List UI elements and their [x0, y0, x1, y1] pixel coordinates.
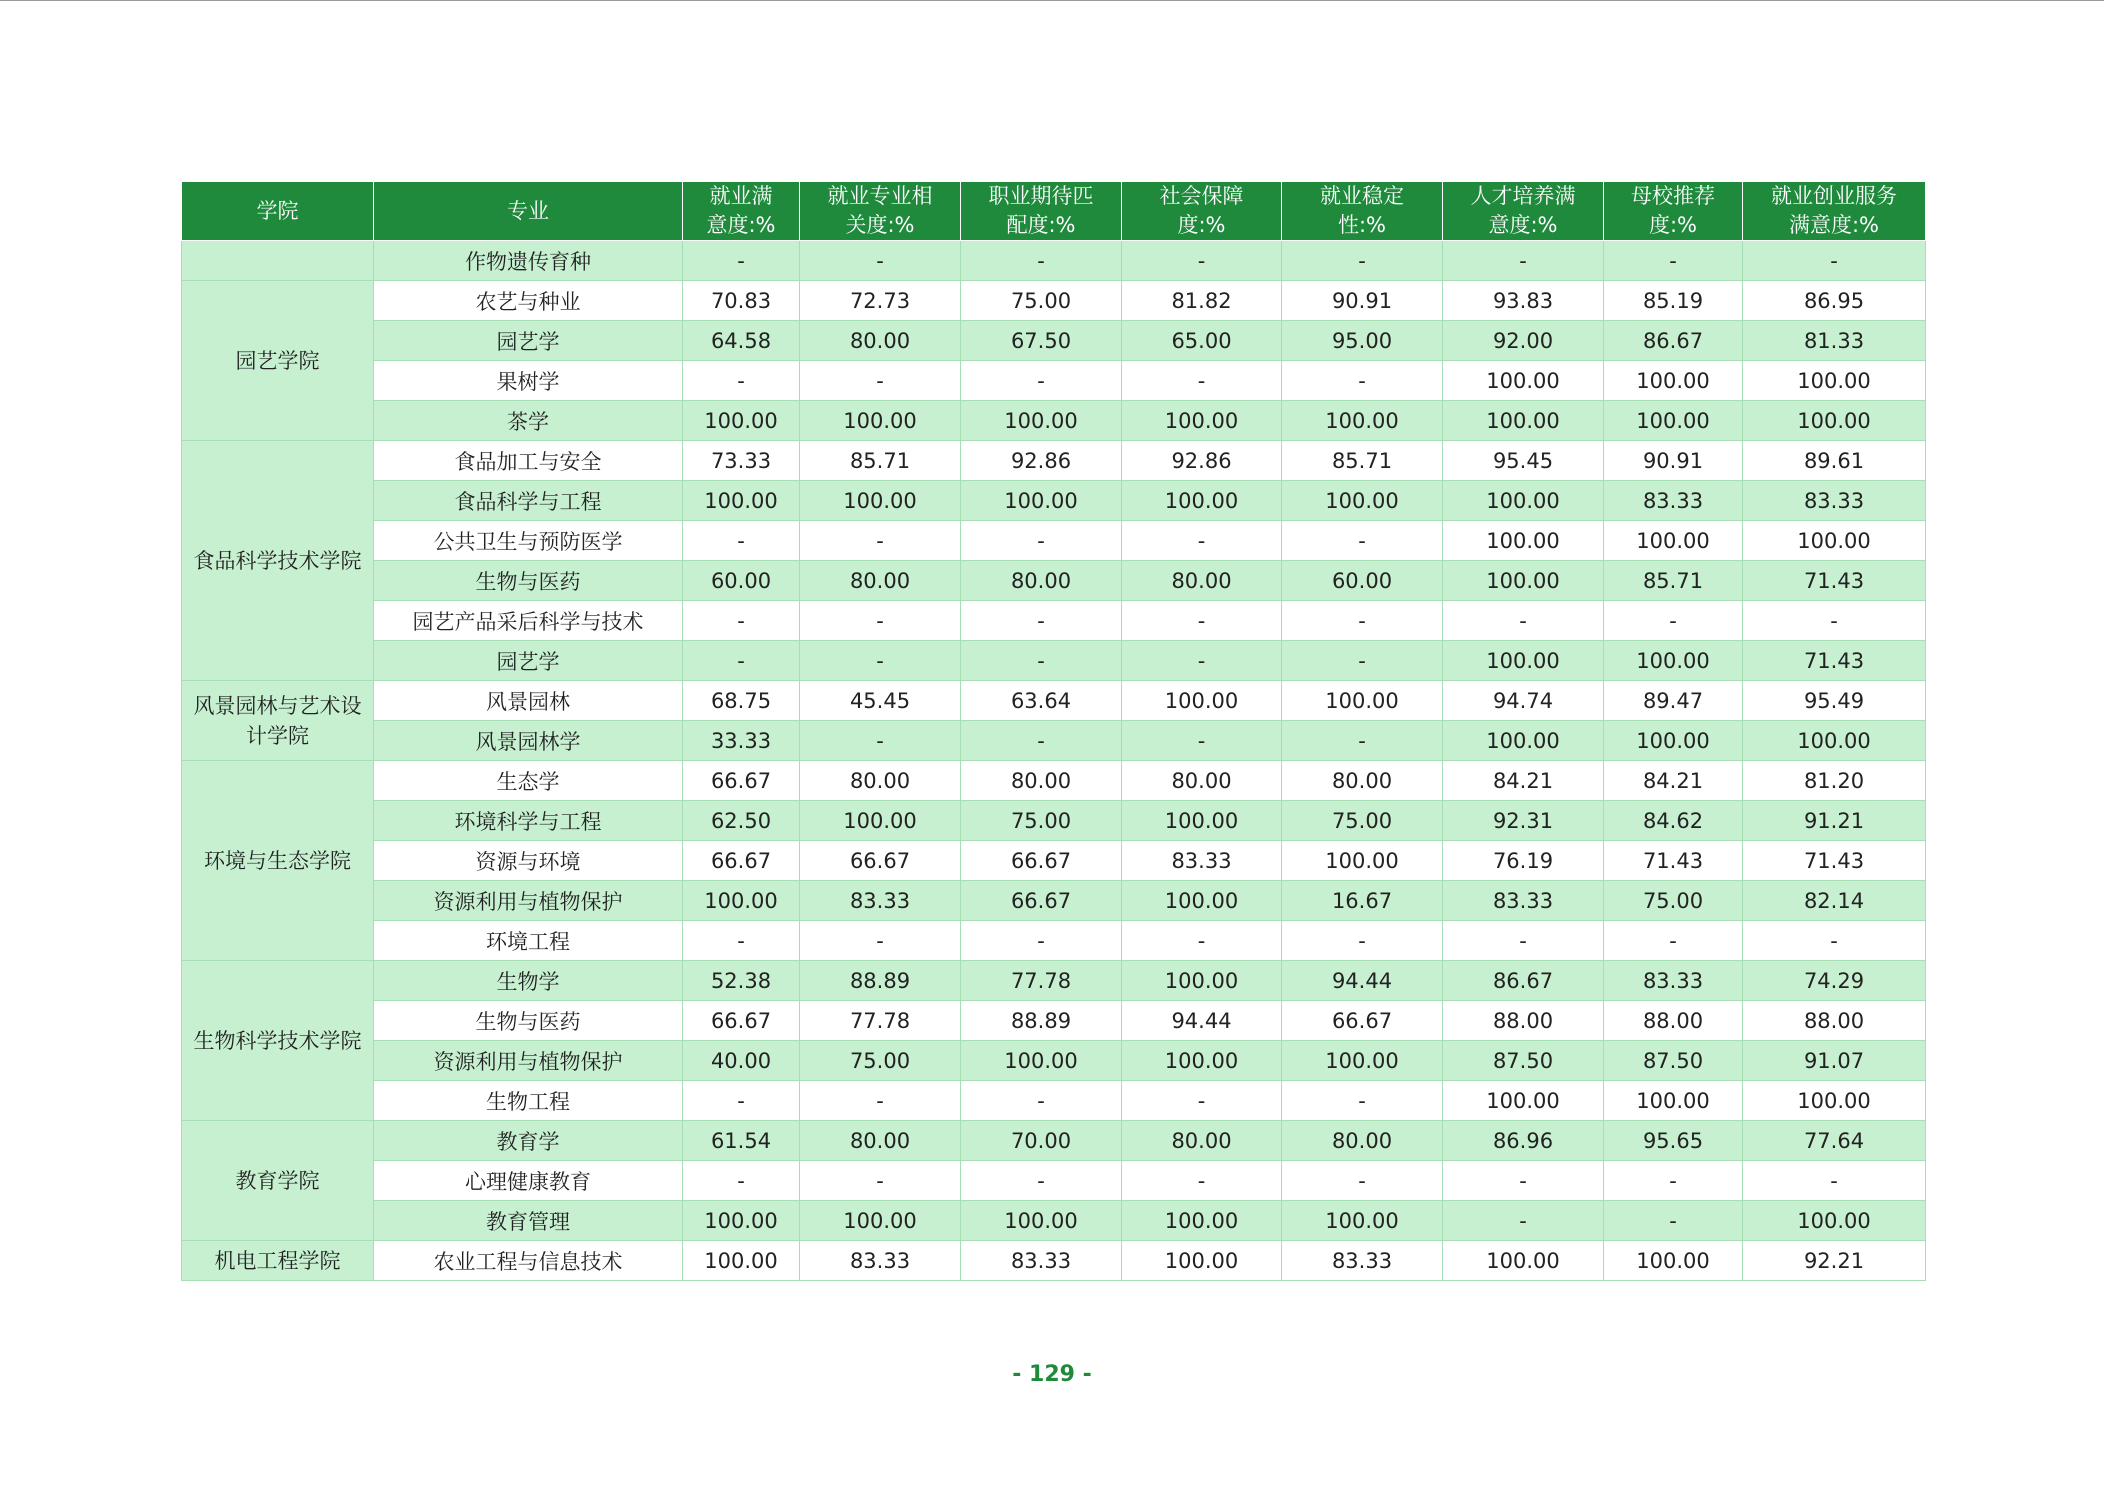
value-cell: - — [1122, 361, 1282, 401]
value-cell: - — [683, 521, 800, 561]
value-cell: 100.00 — [1122, 801, 1282, 841]
value-cell: - — [1743, 921, 1926, 961]
major-cell: 作物遗传育种 — [374, 241, 683, 281]
value-cell: 75.00 — [1282, 801, 1443, 841]
value-cell: - — [1282, 601, 1443, 641]
value-cell: 80.00 — [961, 561, 1122, 601]
value-cell: 80.00 — [1122, 761, 1282, 801]
value-cell: 71.43 — [1743, 561, 1926, 601]
value-cell: 73.33 — [683, 441, 800, 481]
table-row — [182, 441, 1926, 481]
value-cell: 16.67 — [1282, 881, 1443, 921]
value-cell: 61.54 — [683, 1121, 800, 1161]
value-cell: - — [1122, 721, 1282, 761]
value-cell: 100.00 — [1122, 881, 1282, 921]
header-cell: 人才培养满 意度:% — [1443, 182, 1604, 241]
value-cell: 100.00 — [1122, 481, 1282, 521]
value-cell: 95.49 — [1743, 681, 1926, 721]
major-cell: 果树学 — [374, 361, 683, 401]
value-cell: 100.00 — [1743, 521, 1926, 561]
value-cell: - — [961, 601, 1122, 641]
table-row — [182, 601, 1926, 641]
value-cell: 94.44 — [1122, 1001, 1282, 1041]
value-cell: 100.00 — [1282, 401, 1443, 441]
table-row — [182, 641, 1926, 681]
value-cell: - — [1282, 641, 1443, 681]
value-cell: - — [683, 241, 800, 281]
value-cell: - — [1604, 1161, 1743, 1201]
value-cell: 75.00 — [961, 801, 1122, 841]
major-cell: 资源利用与植物保护 — [374, 881, 683, 921]
value-cell: - — [1122, 1081, 1282, 1121]
value-cell: 83.33 — [800, 1241, 961, 1281]
value-cell: - — [961, 921, 1122, 961]
value-cell: 100.00 — [1443, 521, 1604, 561]
value-cell: 100.00 — [683, 401, 800, 441]
value-cell: 75.00 — [800, 1041, 961, 1081]
header-cell: 社会保障 度:% — [1122, 182, 1282, 241]
major-cell: 生物与医药 — [374, 1001, 683, 1041]
table-row — [182, 281, 1926, 321]
table-row — [182, 1001, 1926, 1041]
table-row — [182, 1201, 1926, 1241]
header-cell: 学院 — [182, 182, 374, 241]
value-cell: 100.00 — [1743, 401, 1926, 441]
college-cell: 生物科学技术学院 — [182, 961, 374, 1121]
value-cell: 88.00 — [1443, 1001, 1604, 1041]
value-cell: 83.33 — [1743, 481, 1926, 521]
table-row — [182, 561, 1926, 601]
value-cell: 100.00 — [1604, 641, 1743, 681]
major-cell: 环境科学与工程 — [374, 801, 683, 841]
table-row — [182, 681, 1926, 721]
value-cell: 100.00 — [1282, 681, 1443, 721]
value-cell: 66.67 — [683, 761, 800, 801]
value-cell: 100.00 — [1122, 1201, 1282, 1241]
value-cell: - — [1604, 1201, 1743, 1241]
value-cell: - — [1443, 241, 1604, 281]
value-cell: 100.00 — [800, 801, 961, 841]
value-cell: 90.91 — [1604, 441, 1743, 481]
value-cell: 63.64 — [961, 681, 1122, 721]
value-cell: 77.78 — [961, 961, 1122, 1001]
value-cell: 81.33 — [1743, 321, 1926, 361]
value-cell: - — [800, 1081, 961, 1121]
value-cell: - — [1443, 1161, 1604, 1201]
value-cell: 66.67 — [1282, 1001, 1443, 1041]
value-cell: - — [800, 721, 961, 761]
major-cell: 风景园林学 — [374, 721, 683, 761]
value-cell: - — [961, 361, 1122, 401]
value-cell: 100.00 — [961, 1041, 1122, 1081]
major-cell: 生物与医药 — [374, 561, 683, 601]
value-cell: 100.00 — [1282, 1201, 1443, 1241]
value-cell: 75.00 — [961, 281, 1122, 321]
value-cell: 66.67 — [961, 881, 1122, 921]
value-cell: - — [1122, 601, 1282, 641]
table-row — [182, 1121, 1926, 1161]
value-cell: 100.00 — [1443, 721, 1604, 761]
value-cell: 100.00 — [1604, 521, 1743, 561]
value-cell: 92.00 — [1443, 321, 1604, 361]
value-cell: 95.00 — [1282, 321, 1443, 361]
value-cell: 71.43 — [1743, 641, 1926, 681]
header-cell: 就业创业服务 满意度:% — [1743, 182, 1926, 241]
table-row — [182, 361, 1926, 401]
value-cell: 92.31 — [1443, 801, 1604, 841]
value-cell: 67.50 — [961, 321, 1122, 361]
value-cell: 83.33 — [1604, 481, 1743, 521]
value-cell: 87.50 — [1443, 1041, 1604, 1081]
value-cell: - — [683, 921, 800, 961]
table-row — [182, 1161, 1926, 1201]
value-cell: 71.43 — [1743, 841, 1926, 881]
table-row — [182, 921, 1926, 961]
value-cell: 100.00 — [1122, 1241, 1282, 1281]
value-cell: - — [961, 241, 1122, 281]
value-cell: - — [1443, 1201, 1604, 1241]
table-body — [182, 241, 1926, 1281]
major-cell: 环境工程 — [374, 921, 683, 961]
value-cell: 75.00 — [1604, 881, 1743, 921]
value-cell: 81.20 — [1743, 761, 1926, 801]
value-cell: 94.44 — [1282, 961, 1443, 1001]
value-cell: 80.00 — [800, 1121, 961, 1161]
top-rule — [0, 0, 2104, 1]
value-cell: - — [800, 241, 961, 281]
college-cell: 园艺学院 — [182, 281, 374, 441]
table-row — [182, 761, 1926, 801]
table-row — [182, 841, 1926, 881]
value-cell: 100.00 — [1443, 1241, 1604, 1281]
major-cell: 园艺学 — [374, 641, 683, 681]
header-cell: 母校推荐 度:% — [1604, 182, 1743, 241]
header-cell: 就业专业相 关度:% — [800, 182, 961, 241]
value-cell: 100.00 — [1443, 481, 1604, 521]
value-cell: 86.67 — [1604, 321, 1743, 361]
value-cell: 94.74 — [1443, 681, 1604, 721]
value-cell: 64.58 — [683, 321, 800, 361]
value-cell: 100.00 — [1122, 961, 1282, 1001]
college-cell: 环境与生态学院 — [182, 761, 374, 961]
value-cell: 85.71 — [800, 441, 961, 481]
value-cell: 100.00 — [1743, 361, 1926, 401]
value-cell: - — [1282, 921, 1443, 961]
value-cell: - — [800, 641, 961, 681]
value-cell: - — [1443, 601, 1604, 641]
value-cell: 71.43 — [1604, 841, 1743, 881]
value-cell: 100.00 — [961, 401, 1122, 441]
value-cell: 100.00 — [1604, 1081, 1743, 1121]
table-row — [182, 721, 1926, 761]
value-cell: 100.00 — [1604, 361, 1743, 401]
major-cell: 资源与环境 — [374, 841, 683, 881]
value-cell: - — [1604, 921, 1743, 961]
value-cell: - — [961, 641, 1122, 681]
value-cell: - — [961, 721, 1122, 761]
value-cell: 83.33 — [1604, 961, 1743, 1001]
value-cell: 88.89 — [961, 1001, 1122, 1041]
value-cell: 45.45 — [800, 681, 961, 721]
value-cell: 100.00 — [800, 481, 961, 521]
value-cell: 84.62 — [1604, 801, 1743, 841]
value-cell: 93.83 — [1443, 281, 1604, 321]
value-cell: 100.00 — [1604, 401, 1743, 441]
value-cell: - — [1122, 241, 1282, 281]
value-cell: 100.00 — [800, 1201, 961, 1241]
college-cell: 风景园林与艺术设计学院 — [182, 681, 374, 761]
table-row — [182, 1081, 1926, 1121]
value-cell: 100.00 — [1743, 721, 1926, 761]
value-cell: 87.50 — [1604, 1041, 1743, 1081]
value-cell: - — [1743, 1161, 1926, 1201]
value-cell: 60.00 — [1282, 561, 1443, 601]
value-cell: 80.00 — [800, 561, 961, 601]
value-cell: - — [683, 361, 800, 401]
value-cell: 85.71 — [1604, 561, 1743, 601]
table-row — [182, 1241, 1926, 1281]
major-cell: 园艺产品采后科学与技术 — [374, 601, 683, 641]
value-cell: - — [800, 361, 961, 401]
value-cell: 95.65 — [1604, 1121, 1743, 1161]
value-cell: - — [1122, 521, 1282, 561]
value-cell: 77.64 — [1743, 1121, 1926, 1161]
college-cell: 机电工程学院 — [182, 1241, 374, 1281]
value-cell: 77.78 — [800, 1001, 961, 1041]
major-cell: 资源利用与植物保护 — [374, 1041, 683, 1081]
value-cell: 100.00 — [1122, 1041, 1282, 1081]
value-cell: 83.33 — [1282, 1241, 1443, 1281]
value-cell: - — [1604, 241, 1743, 281]
value-cell: 86.67 — [1443, 961, 1604, 1001]
value-cell: 100.00 — [683, 1201, 800, 1241]
value-cell: 83.33 — [800, 881, 961, 921]
value-cell: 88.89 — [800, 961, 961, 1001]
major-cell: 生物工程 — [374, 1081, 683, 1121]
value-cell: - — [683, 641, 800, 681]
value-cell: 70.00 — [961, 1121, 1122, 1161]
major-cell: 风景园林 — [374, 681, 683, 721]
major-cell: 食品科学与工程 — [374, 481, 683, 521]
value-cell: 66.67 — [961, 841, 1122, 881]
table-row — [182, 1041, 1926, 1081]
value-cell: 100.00 — [1443, 361, 1604, 401]
value-cell: 83.33 — [961, 1241, 1122, 1281]
value-cell: - — [1282, 521, 1443, 561]
value-cell: 80.00 — [1122, 1121, 1282, 1161]
value-cell: 62.50 — [683, 801, 800, 841]
value-cell: 86.95 — [1743, 281, 1926, 321]
major-cell: 心理健康教育 — [374, 1161, 683, 1201]
value-cell: - — [800, 921, 961, 961]
value-cell: 100.00 — [1743, 1201, 1926, 1241]
header-cell: 就业稳定 性:% — [1282, 182, 1443, 241]
major-cell: 茶学 — [374, 401, 683, 441]
value-cell: 83.33 — [1122, 841, 1282, 881]
major-cell: 农艺与种业 — [374, 281, 683, 321]
value-cell: - — [961, 1081, 1122, 1121]
value-cell: 92.21 — [1743, 1241, 1926, 1281]
value-cell: 91.21 — [1743, 801, 1926, 841]
value-cell: - — [961, 1161, 1122, 1201]
value-cell: 100.00 — [1122, 681, 1282, 721]
value-cell: - — [1743, 601, 1926, 641]
value-cell: 84.21 — [1443, 761, 1604, 801]
value-cell: - — [683, 1161, 800, 1201]
header-cell: 职业期待匹 配度:% — [961, 182, 1122, 241]
value-cell: - — [1122, 641, 1282, 681]
table-row — [182, 961, 1926, 1001]
value-cell: 88.00 — [1604, 1001, 1743, 1041]
table-row — [182, 481, 1926, 521]
major-cell: 公共卫生与预防医学 — [374, 521, 683, 561]
page-number: - 129 - — [1012, 1362, 1092, 1387]
value-cell: 33.33 — [683, 721, 800, 761]
college-cell — [182, 241, 374, 281]
value-cell: 72.73 — [800, 281, 961, 321]
college-cell: 教育学院 — [182, 1121, 374, 1241]
value-cell: - — [1282, 1081, 1443, 1121]
value-cell: 86.96 — [1443, 1121, 1604, 1161]
value-cell: 100.00 — [1443, 401, 1604, 441]
value-cell: - — [1443, 921, 1604, 961]
value-cell: 80.00 — [1282, 1121, 1443, 1161]
value-cell: 100.00 — [1443, 561, 1604, 601]
major-cell: 生态学 — [374, 761, 683, 801]
value-cell: 81.82 — [1122, 281, 1282, 321]
value-cell: 100.00 — [1743, 1081, 1926, 1121]
value-cell: 100.00 — [961, 1201, 1122, 1241]
value-cell: - — [1282, 1161, 1443, 1201]
major-cell: 生物学 — [374, 961, 683, 1001]
header-cell: 专业 — [374, 182, 683, 241]
value-cell: - — [961, 521, 1122, 561]
major-cell: 农业工程与信息技术 — [374, 1241, 683, 1281]
value-cell: 82.14 — [1743, 881, 1926, 921]
table-row — [182, 801, 1926, 841]
value-cell: 89.47 — [1604, 681, 1743, 721]
major-cell: 教育学 — [374, 1121, 683, 1161]
value-cell: 91.07 — [1743, 1041, 1926, 1081]
value-cell: 100.00 — [1604, 721, 1743, 761]
table-row — [182, 401, 1926, 441]
value-cell: 100.00 — [1604, 1241, 1743, 1281]
value-cell: 100.00 — [961, 481, 1122, 521]
table-row — [182, 241, 1926, 281]
value-cell: 85.19 — [1604, 281, 1743, 321]
value-cell: 80.00 — [1282, 761, 1443, 801]
value-cell: 80.00 — [1122, 561, 1282, 601]
value-cell: - — [1282, 361, 1443, 401]
value-cell: 76.19 — [1443, 841, 1604, 881]
value-cell: 89.61 — [1743, 441, 1926, 481]
value-cell: - — [1122, 921, 1282, 961]
header-cell: 就业满 意度:% — [683, 182, 800, 241]
value-cell: 100.00 — [683, 881, 800, 921]
value-cell: - — [800, 601, 961, 641]
value-cell: 80.00 — [961, 761, 1122, 801]
college-cell: 食品科学技术学院 — [182, 441, 374, 681]
value-cell: 80.00 — [800, 321, 961, 361]
value-cell: 95.45 — [1443, 441, 1604, 481]
value-cell: 84.21 — [1604, 761, 1743, 801]
value-cell: - — [1282, 721, 1443, 761]
value-cell: 68.75 — [683, 681, 800, 721]
major-cell: 教育管理 — [374, 1201, 683, 1241]
value-cell: - — [1743, 241, 1926, 281]
table-row — [182, 521, 1926, 561]
value-cell: 100.00 — [800, 401, 961, 441]
major-cell: 园艺学 — [374, 321, 683, 361]
value-cell: 100.00 — [1443, 641, 1604, 681]
employment-satisfaction-table — [181, 181, 1926, 1281]
value-cell: 66.67 — [683, 1001, 800, 1041]
value-cell: - — [800, 1161, 961, 1201]
value-cell: 70.83 — [683, 281, 800, 321]
table-container — [181, 181, 1926, 1281]
value-cell: 66.67 — [683, 841, 800, 881]
value-cell: 66.67 — [800, 841, 961, 881]
value-cell: - — [1604, 601, 1743, 641]
table-row — [182, 881, 1926, 921]
value-cell: 40.00 — [683, 1041, 800, 1081]
value-cell: 90.91 — [1282, 281, 1443, 321]
value-cell: 80.00 — [800, 761, 961, 801]
value-cell: 88.00 — [1743, 1001, 1926, 1041]
value-cell: - — [1282, 241, 1443, 281]
value-cell: 100.00 — [1282, 1041, 1443, 1081]
value-cell: 83.33 — [1443, 881, 1604, 921]
header-row — [182, 182, 1926, 241]
value-cell: - — [683, 601, 800, 641]
value-cell: 100.00 — [1443, 1081, 1604, 1121]
value-cell: - — [683, 1081, 800, 1121]
major-cell: 食品加工与安全 — [374, 441, 683, 481]
value-cell: 100.00 — [1282, 841, 1443, 881]
value-cell: 92.86 — [961, 441, 1122, 481]
table-row — [182, 321, 1926, 361]
value-cell: - — [800, 521, 961, 561]
value-cell: - — [1122, 1161, 1282, 1201]
value-cell: 74.29 — [1743, 961, 1926, 1001]
value-cell: 100.00 — [683, 1241, 800, 1281]
value-cell: 65.00 — [1122, 321, 1282, 361]
value-cell: 92.86 — [1122, 441, 1282, 481]
value-cell: 100.00 — [1122, 401, 1282, 441]
value-cell: 60.00 — [683, 561, 800, 601]
value-cell: 85.71 — [1282, 441, 1443, 481]
value-cell: 52.38 — [683, 961, 800, 1001]
value-cell: 100.00 — [1282, 481, 1443, 521]
value-cell: 100.00 — [683, 481, 800, 521]
